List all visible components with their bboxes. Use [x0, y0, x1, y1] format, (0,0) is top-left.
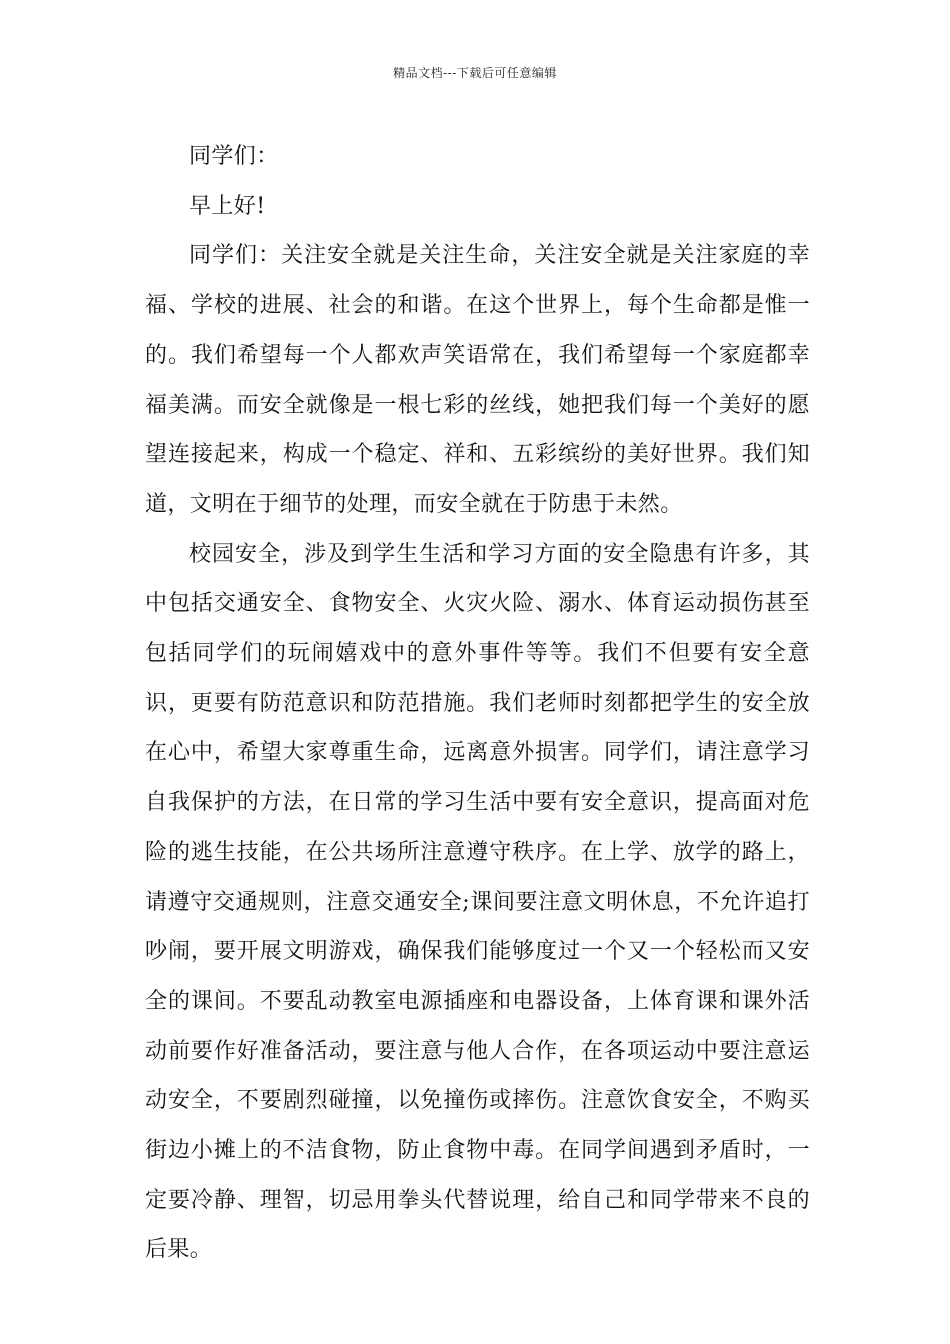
document-body [145, 132, 810, 1275]
page-header: 精品文档---下载后可任意编辑 [393, 66, 557, 80]
greeting: 早上好! [189, 193, 266, 219]
paragraph-1: 同学们：关注安全就是关注生命，关注安全就是关注家庭的幸福、学校的进展、社会的和谐。在这个世界上，每个生命都是惟一的。我们希望每一个人都欢声笑语常在，我们希望每一个家庭都幸福美满。而安全就像是一根七彩的丝线，她把我们每一个美好的愿望连接起来，构成一个稳定、祥和、五彩缤纷的美好世界。我们知道，文明在于细节的处理，而安全就在于防患于未然。 [145, 243, 810, 517]
salutation: 同学们： [189, 144, 279, 169]
paragraph-2: 校园安全，涉及到学生生活和学习方面的安全隐患有许多，其中包括交通安全、食物安全、火灾火险、溺水、体育运动损伤甚至包括同学们的玩闹嬉戏中的意外事件等等。我们不但要有安全意识，更要有防范意识和防范措施。我们老师时刻都把学生的安全放在心中，希望大家尊重生命，远离意外损害。同学们，请注意学习自我保护的方法，在日常的学习生活中要有安全意识，提高面对危险的逃生技能，在公共场所注意遵守秩序。在上学、放学的路上，请遵守交通规则，注意交通安全;课间要注意文明休息，不允许追打吵闹，要开展文明游戏，确保我们能够度过一个又一个轻松而又安全的课间。不要乱动教室电源插座和电器设备，上体育课和课外活动前要作好准备活动，要注意与他人合作，在各项运动中要注意运动安全，不要剧烈碰撞，以免撞伤或摔伤。注意饮食安全，不购买街边小摊上的不洁食物，防止食物中毒。在同学间遇到矛盾时，一定要冷静、理智，切忌用拳头代替说理，给自己和同学带来不良的后果。 [145, 541, 810, 1263]
